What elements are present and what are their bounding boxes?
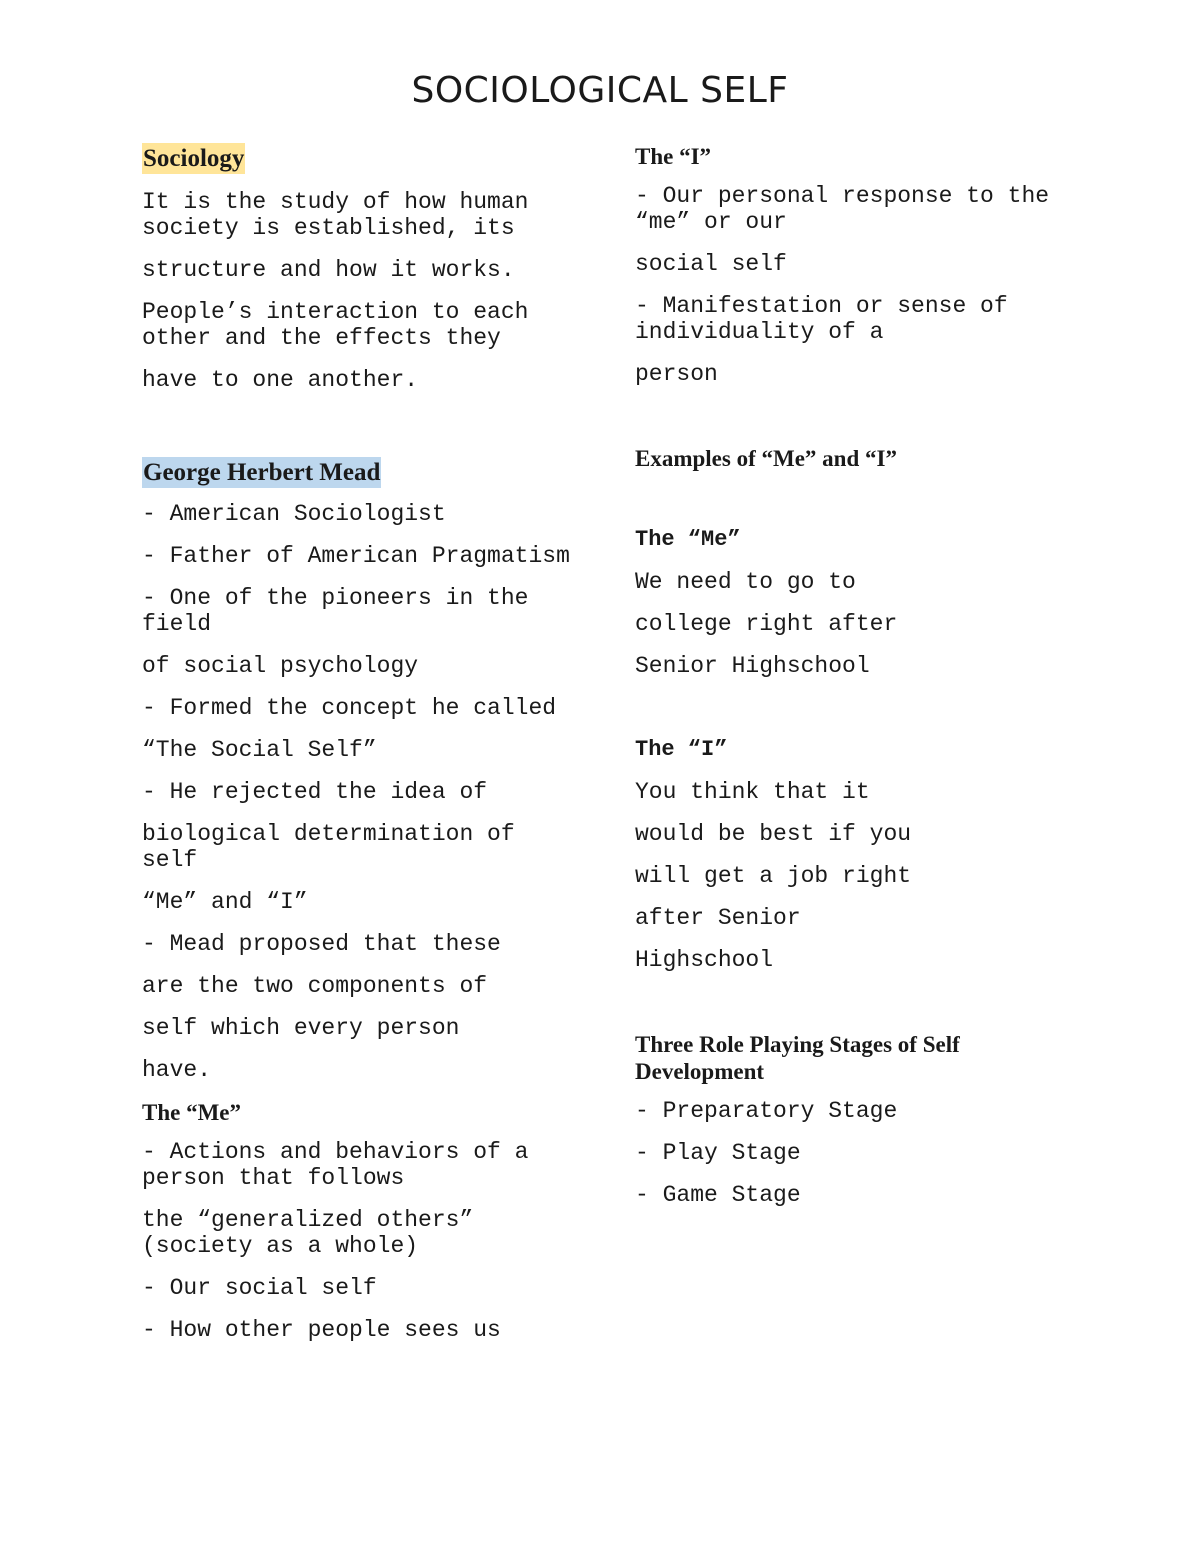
examples-heading: Examples of “Me” and “I” bbox=[635, 446, 897, 471]
i-line: - Our personal response to the “me” or our bbox=[635, 183, 1050, 235]
sociology-line: It is the study of how human society is established, its bbox=[142, 189, 529, 241]
sociology-line: People’s interaction to each other and the effects they bbox=[142, 299, 529, 351]
stages-line: - Preparatory Stage bbox=[635, 1098, 898, 1124]
mead-line: biological determination of self bbox=[142, 821, 515, 873]
me-line: - Our social self bbox=[142, 1275, 377, 1301]
mead-heading: George Herbert Mead bbox=[143, 459, 381, 486]
mead-line: - Father of American Pragmatism bbox=[142, 543, 570, 569]
mead-line: are the two components of bbox=[142, 973, 488, 999]
right-column bbox=[635, 140, 1095, 1224]
i-line: social self bbox=[635, 251, 787, 277]
me-line: the “generalized others” (society as a whole) bbox=[142, 1207, 474, 1259]
example-i-line: would be best if you bbox=[635, 821, 912, 847]
mead-line: - He rejected the idea of bbox=[142, 779, 488, 805]
me-heading: The “Me” bbox=[142, 1100, 242, 1125]
mead-line: self which every person bbox=[142, 1015, 460, 1041]
example-me-line: We need to go to bbox=[635, 569, 856, 595]
example-me-line: college right after bbox=[635, 611, 898, 637]
example-me-heading: The “Me” bbox=[635, 527, 741, 552]
stages-line: - Game Stage bbox=[635, 1182, 801, 1208]
stages-line: - Play Stage bbox=[635, 1140, 801, 1166]
mead-line: - American Sociologist bbox=[142, 501, 446, 527]
mead-line: “The Social Self” bbox=[142, 737, 377, 763]
mead-line: - One of the pioneers in the field bbox=[142, 585, 529, 637]
i-heading: The “I” bbox=[635, 144, 712, 169]
example-i-line: Highschool bbox=[635, 947, 774, 973]
example-i-line: after Senior bbox=[635, 905, 801, 931]
me-line: - Actions and behaviors of a person that follows bbox=[142, 1139, 529, 1191]
stages-heading: Three Role Playing Stages of Self Development bbox=[635, 1032, 960, 1084]
sociology-line: structure and how it works. bbox=[142, 257, 515, 283]
mead-line: - Mead proposed that these bbox=[142, 931, 501, 957]
example-i-line: will get a job right bbox=[635, 863, 912, 889]
i-line: - Manifestation or sense of individuality of a bbox=[635, 293, 1008, 345]
example-me-line: Senior Highschool bbox=[635, 653, 870, 679]
left-column bbox=[142, 140, 582, 1359]
me-line: - How other people sees us bbox=[142, 1317, 501, 1343]
mead-line: “Me” and “I” bbox=[142, 889, 308, 915]
example-i-heading: The “I” bbox=[635, 737, 728, 762]
mead-line: of social psychology bbox=[142, 653, 419, 679]
document-title: SOCIOLOGICAL SELF bbox=[411, 70, 789, 111]
sociology-line: have to one another. bbox=[142, 367, 419, 393]
example-i-line: You think that it bbox=[635, 779, 870, 805]
sociology-heading: Sociology bbox=[143, 145, 245, 172]
i-line: person bbox=[635, 361, 718, 387]
mead-line: - Formed the concept he called bbox=[142, 695, 557, 721]
mead-line: have. bbox=[142, 1057, 212, 1083]
